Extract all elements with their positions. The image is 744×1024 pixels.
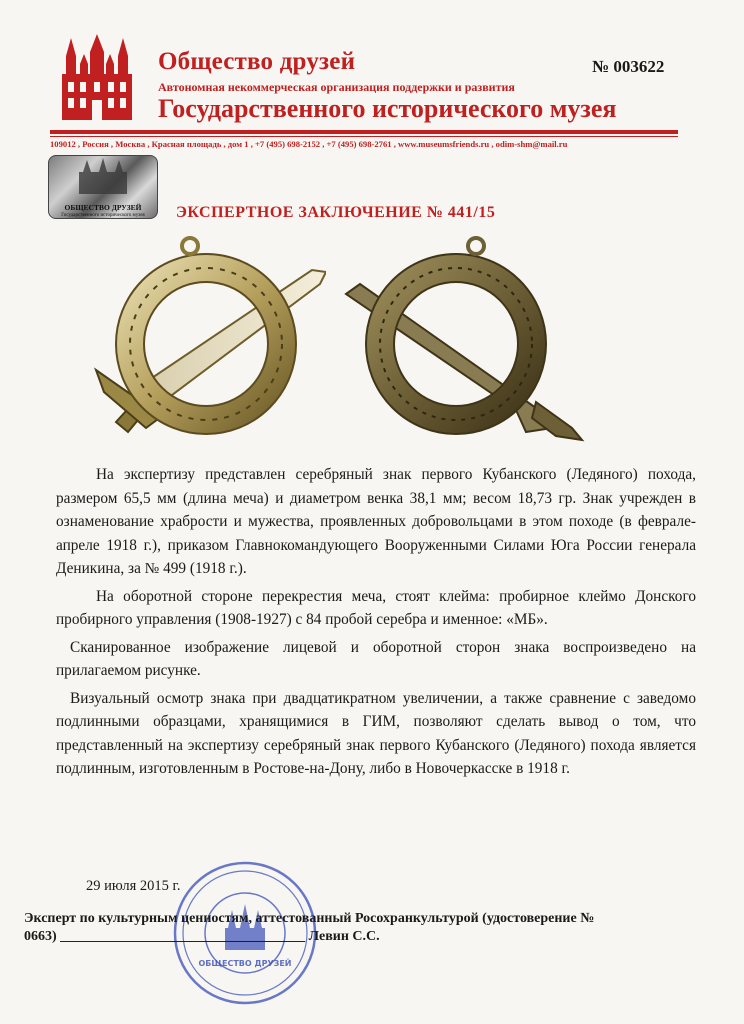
- header-divider-thin: [50, 136, 678, 137]
- expert-credentials: Эксперт по культурным ценностям, аттестованный Росохранкультурой (удостоверение №: [24, 911, 595, 926]
- header-divider: [50, 130, 678, 134]
- paragraph-hallmarks: На оборотной стороне перекрестия меча, стоят клейма: пробирное клеймо Донского пробирного управления (1908-1927) с 84 пробой серебра и именное: «МБ».: [56, 587, 696, 628]
- hologram-sticker: [48, 155, 158, 219]
- paragraph-scan: Сканированное изображение лицевой и оборотной сторон знака воспроизведено на прилагаемом рисунке.: [56, 638, 696, 679]
- paragraph-conclusion: Визуальный осмотр знака при двадцатикратном увеличении, а также сравнение с заведомо подлинными образцами, хранящимися в ГИМ, позволяют сделать вывод о том, что представленный на экспертизу серебряный знак первого Кубанского (Ледяного) похода является подлинным, изготовленным в Ростове-на-Дону, либо в Новочеркасске в 1918 г.: [56, 689, 696, 777]
- hologram-building-icon: [49, 158, 157, 198]
- certificate-number-line: 0663) ___________________________________: [24, 929, 306, 944]
- org-title: Общество друзей: [158, 48, 356, 75]
- org-subtitle: Автономная некоммерческая организация поддержки и развития: [158, 80, 515, 94]
- contact-address: 109012 , Россия , Москва , Красная площадь , дом 1 , +7 (495) 698-2152 , +7 (495) 698-2761 , www.museumsfriends.ru , odim-shm@mail.ru: [50, 139, 568, 149]
- museum-logo-icon: [52, 34, 142, 124]
- document-number: № 003622: [592, 57, 665, 76]
- document-date: 29 июля 2015 г.: [86, 878, 181, 894]
- badge-front-image: [76, 232, 326, 452]
- badge-back-image: [336, 232, 586, 452]
- expert-name: Левин С.С.: [308, 929, 380, 944]
- document-title: ЭКСПЕРТНОЕ ЗАКЛЮЧЕНИЕ № 441/15: [176, 204, 496, 221]
- paragraph-description: На экспертизу представлен серебряный знак первого Кубанского (Ледяного) похода, размером 65,5 мм (длина меча) и диаметром венка 38,1 мм; весом 18,73 гр. Знак учрежден в ознаменование храбрости и мужества, проявленных добровольцами в этом походе (в феврале-апреле 1918 г.), приказом Главнокомандующего Вооруженными Силами Юга России генерала Деникина, за № 499 (1918 г.).: [56, 466, 696, 577]
- stamp-text: ОБЩЕСТВО ДРУЗЕЙ: [198, 959, 292, 968]
- hologram-sublabel: Государственного исторического музея: [61, 213, 145, 218]
- org-museum-name: Государственного исторического музея: [158, 94, 617, 123]
- expert-signature-row: [24, 928, 704, 946]
- body-text: [56, 463, 696, 785]
- expert-signature-block: [24, 910, 704, 946]
- hologram-label: ОБЩЕСТВО ДРУЗЕЙ: [64, 203, 142, 212]
